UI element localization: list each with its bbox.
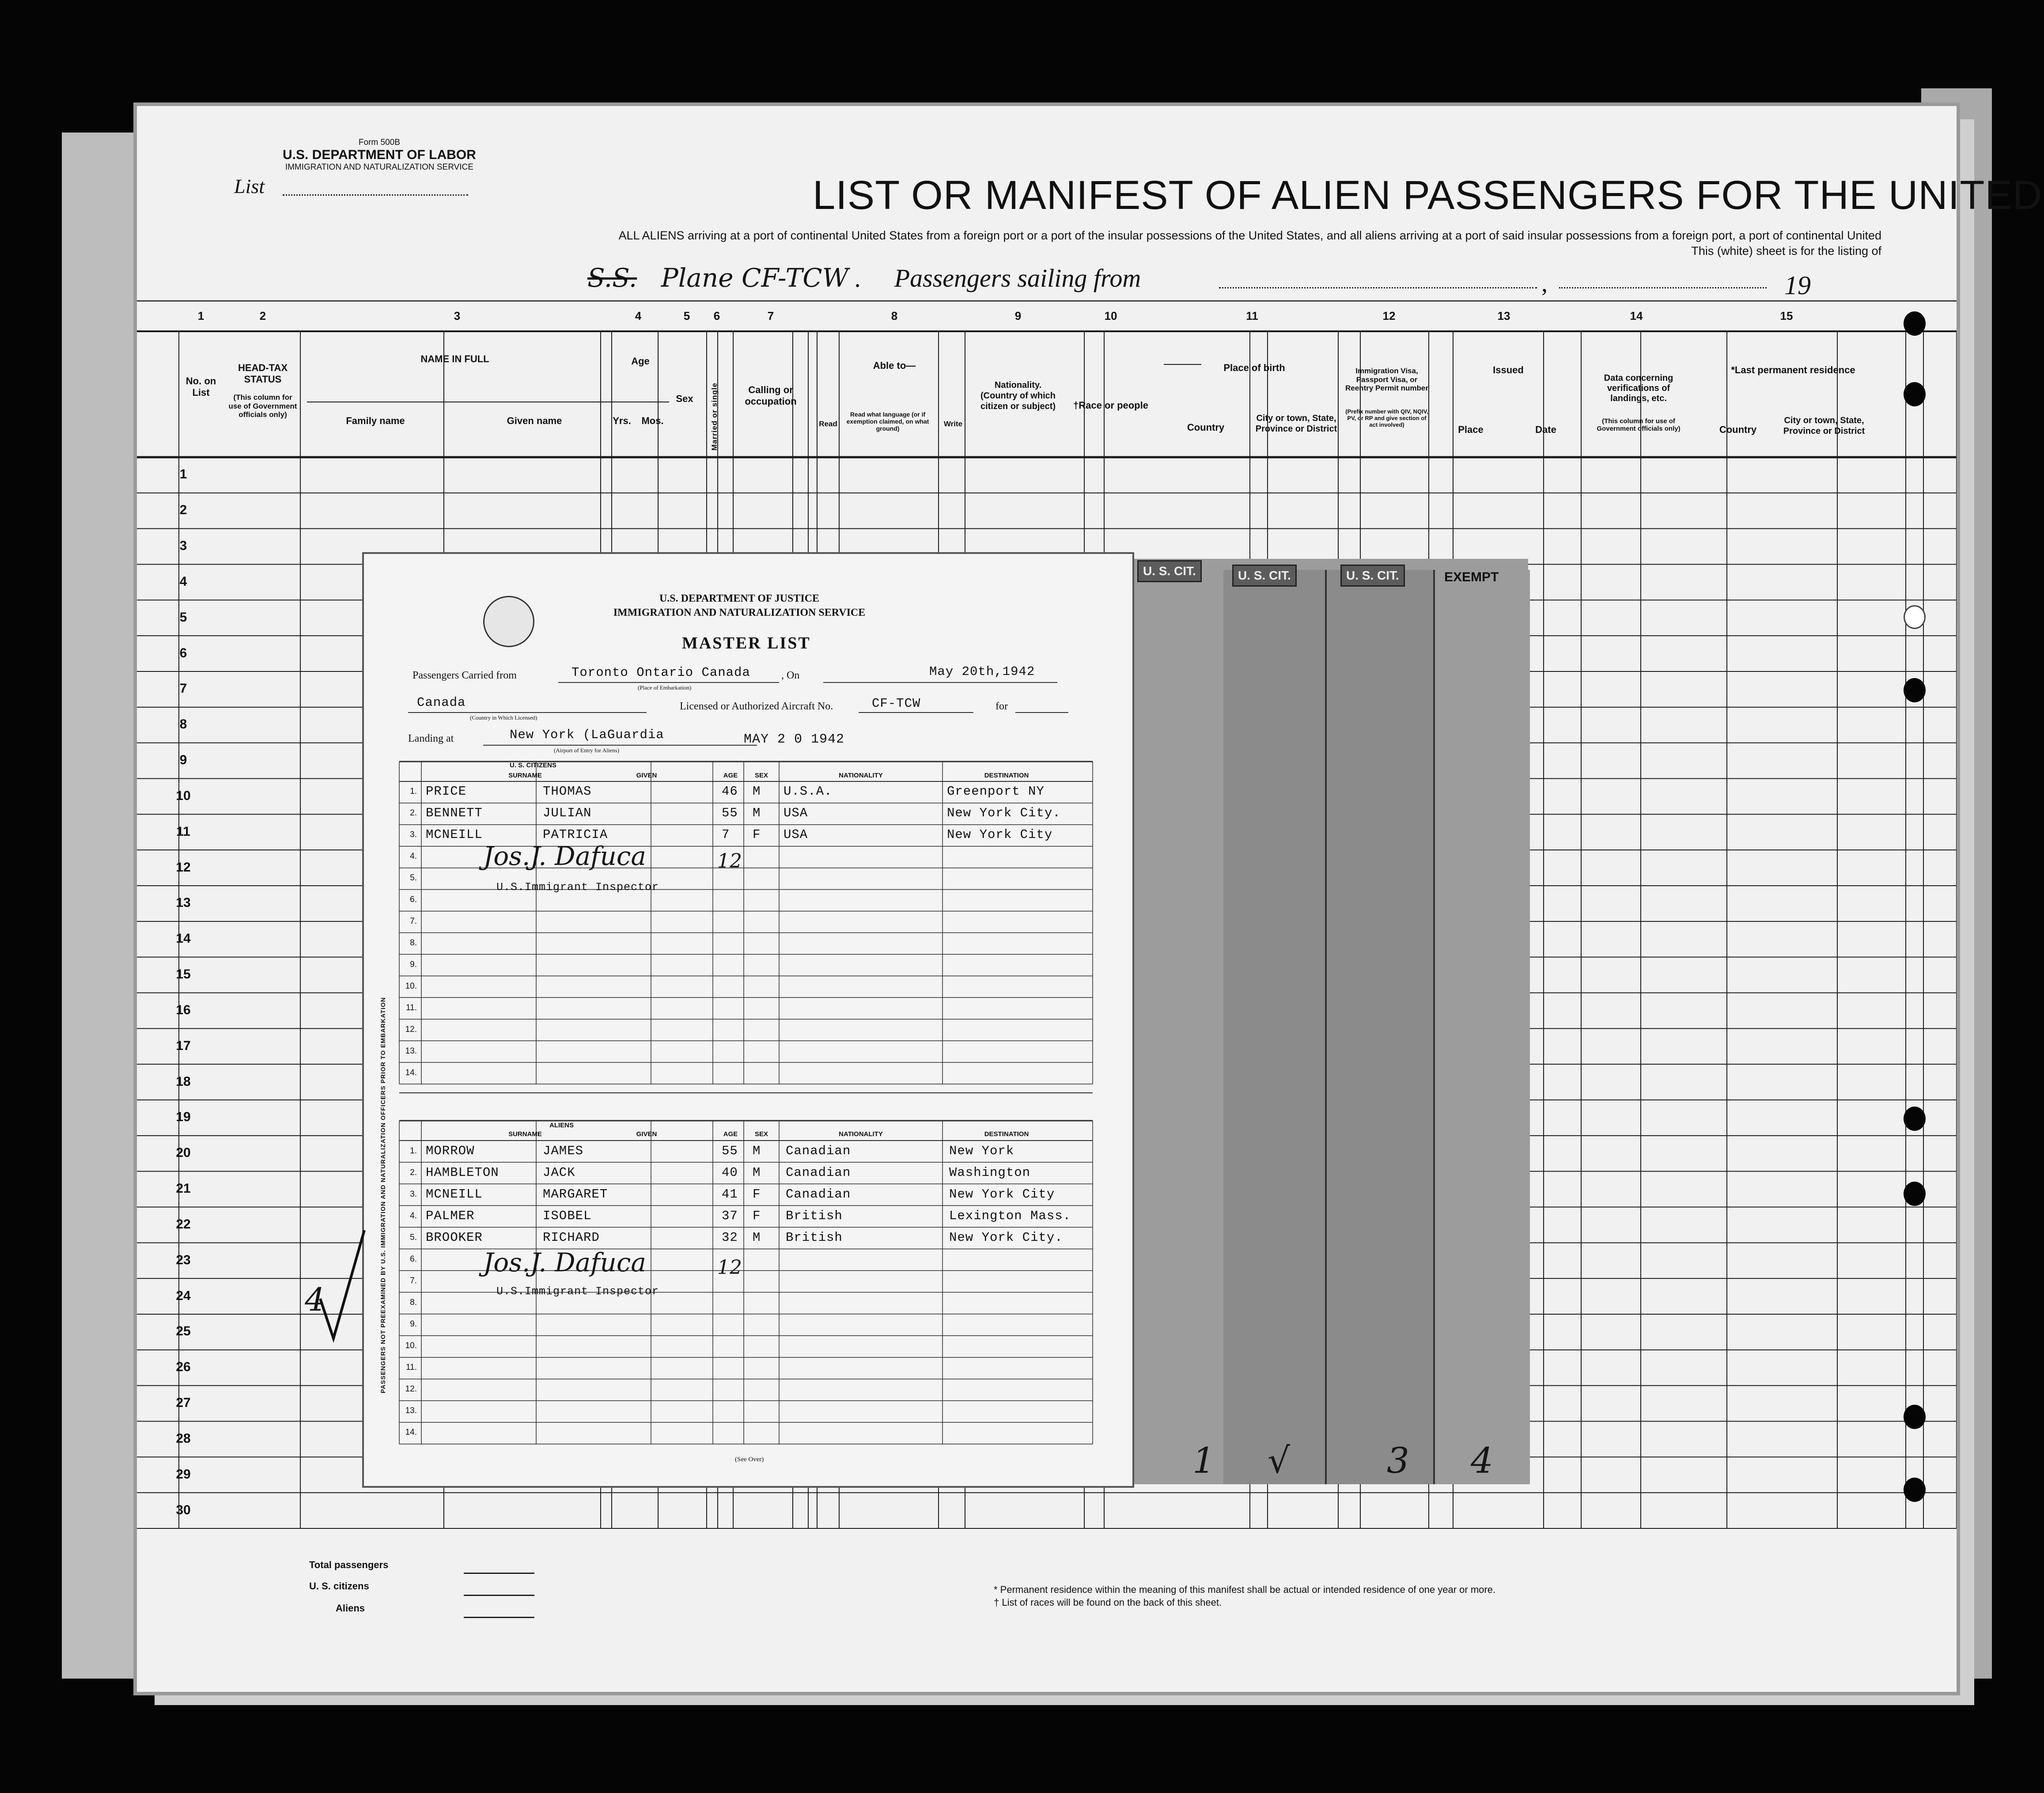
footer-aliens: Aliens xyxy=(336,1603,365,1614)
date-line xyxy=(1559,287,1767,288)
binder-hole-3 xyxy=(1904,605,1926,629)
hdr-data-concerning: Data concerning verifications of landings, etc. xyxy=(1604,373,1673,403)
ml-for-label: for xyxy=(996,701,1008,712)
ml-surname: MORROW xyxy=(426,1143,475,1158)
us-cit-tab-2: U. S. CIT. xyxy=(1232,565,1297,587)
ml-sex: M xyxy=(753,1165,761,1180)
row-number: 6 xyxy=(179,645,187,660)
exempt-tab: EXEMPT xyxy=(1444,570,1499,584)
ml-destination: Lexington Mass. xyxy=(949,1208,1071,1223)
col-num-13: 13 xyxy=(1497,309,1510,322)
row-number: 18 xyxy=(176,1074,191,1089)
hdr-name-in-full: NAME IN FULL xyxy=(420,353,489,364)
ml-line-number: 11. xyxy=(405,1363,417,1372)
footer-total-passengers: Total passengers xyxy=(309,1559,389,1570)
ml-surname: MCNEILL xyxy=(426,827,483,842)
ml-line-number: 11. xyxy=(405,1003,417,1012)
ml-inspector-2: U.S.Immigrant Inspector xyxy=(496,1285,659,1298)
col-num-2: 2 xyxy=(259,309,266,322)
master-list-card xyxy=(362,552,1134,1488)
list-line xyxy=(283,194,468,196)
hdr-nationality: Nationality. (Country of which citizen or subject) xyxy=(980,380,1056,411)
card-mark-4: 4 xyxy=(1471,1440,1493,1481)
sailing-from-label: Passengers sailing from xyxy=(894,264,1141,292)
ml-col-sex-1: SEX xyxy=(754,772,768,779)
hdr-family-name: Family name xyxy=(346,415,405,426)
subtitle xyxy=(442,228,1881,259)
ml-department: U.S. DEPARTMENT OF JUSTICE xyxy=(659,593,820,604)
ml-line-number: 6. xyxy=(410,1254,417,1264)
row-number: 5 xyxy=(179,610,187,625)
col-num-5: 5 xyxy=(683,309,690,322)
subtitle-line-1: ALL ALIENS arriving at a port of continental United States from a foreign port or a port of the insular possessions of the United States, and all aliens arriving at a port of said insular possessions from a foreign port, a port of continental United xyxy=(618,229,1881,242)
list-label: List xyxy=(234,175,265,197)
ml-line-number: 7. xyxy=(410,1276,417,1285)
row-number: 25 xyxy=(176,1324,191,1339)
year-prefix: 19 xyxy=(1784,271,1811,300)
hdr-visa-note: (Prefix number with QIV, NQIV, PV, or RP and give section of act involved) xyxy=(1345,408,1428,428)
hdr-data-note: (This column for use of Government officials only) xyxy=(1597,417,1681,433)
ml-destination: New York City xyxy=(947,827,1053,842)
ml-col-destination-2: DESTINATION xyxy=(984,1130,1029,1138)
hdr-issued: Issued xyxy=(1493,364,1524,375)
ml-col-given-2: GIVEN xyxy=(636,1130,657,1138)
ml-nationality: Canadian xyxy=(786,1186,851,1202)
footer-note-2: † List of races will be found on the back of this sheet. xyxy=(994,1596,1222,1608)
ml-landing-value: New York (LaGuardia xyxy=(510,728,664,742)
ml-inspector-signature-1: Jos.J. Dafuca xyxy=(483,841,646,871)
ml-carried-from-label: Passengers Carried from xyxy=(413,670,517,681)
binder-hole-1 xyxy=(1904,311,1926,336)
row-number: 28 xyxy=(176,1431,191,1446)
row-number: 16 xyxy=(176,1002,191,1017)
attached-card-4 xyxy=(1433,570,1530,1484)
col-num-1: 1 xyxy=(197,309,204,322)
hdr-read: Read xyxy=(819,420,837,428)
ml-line-number: 5. xyxy=(410,873,417,883)
attached-card-2 xyxy=(1223,570,1325,1484)
ml-inspector-1: U.S.Immigrant Inspector xyxy=(496,881,659,894)
ml-carried-from-value: Toronto Ontario Canada xyxy=(572,665,750,680)
ml-age: 7 xyxy=(722,827,730,842)
footer-notes xyxy=(994,1584,1612,1609)
ml-sex: F xyxy=(753,827,761,842)
row-number: 7 xyxy=(179,681,187,696)
hdr-race: †Race or people xyxy=(1073,400,1148,411)
ml-country-value: Canada xyxy=(417,695,466,710)
binder-hole-8 xyxy=(1904,1478,1926,1502)
ml-col-surname-1: SURNAME xyxy=(508,772,542,779)
ml-aircraft-label: Licensed or Authorized Aircraft No. xyxy=(680,701,833,712)
ml-age: 40 xyxy=(722,1165,738,1180)
hdr-mos: Mos. xyxy=(641,415,664,426)
page-title: LIST OR MANIFEST OF ALIEN PASSENGERS FOR THE UNITED xyxy=(813,173,2043,218)
hdr-country: Country xyxy=(1187,422,1225,433)
ml-given: RICHARD xyxy=(543,1230,600,1245)
form-number: Form 500B xyxy=(358,138,400,147)
row-number: 4 xyxy=(179,574,187,589)
col-num-4: 4 xyxy=(635,309,642,322)
ml-nationality: Canadian xyxy=(786,1165,851,1180)
ml-service: IMMIGRATION AND NATURALIZATION SERVICE xyxy=(613,607,866,619)
department-name: U.S. DEPARTMENT OF LABOR xyxy=(283,147,476,162)
col-num-10: 10 xyxy=(1104,309,1117,322)
row-number: 22 xyxy=(176,1217,191,1232)
form-header xyxy=(283,138,476,172)
row-number: 10 xyxy=(176,788,191,803)
ml-age: 55 xyxy=(722,806,738,821)
ml-line-number: 14. xyxy=(405,1428,417,1437)
ml-line-number: 12. xyxy=(405,1024,417,1034)
hdr-head-tax: HEAD-TAX STATUS xyxy=(238,362,288,385)
row-number: 21 xyxy=(176,1181,191,1196)
card-mark-3: 3 xyxy=(1387,1440,1409,1481)
sailing-from-line xyxy=(1219,287,1537,288)
ml-surname: PALMER xyxy=(426,1208,475,1223)
ml-given: THOMAS xyxy=(543,784,592,799)
col-num-9: 9 xyxy=(1014,309,1022,322)
row-number: 3 xyxy=(179,538,187,553)
ml-side-note: PASSENGERS NOT PREEXAMINED BY U.S. IMMIGRATION AND NATURALIZATION OFFICERS PRIOR TO EMBARKATION xyxy=(379,997,386,1393)
ml-nationality: Canadian xyxy=(786,1143,851,1158)
ml-line-number: 5. xyxy=(410,1232,417,1242)
service-name: IMMIGRATION AND NATURALIZATION SERVICE xyxy=(285,163,473,172)
ml-line-number: 4. xyxy=(410,852,417,861)
row-number: 20 xyxy=(176,1145,191,1160)
binder-hole-6 xyxy=(1904,1182,1926,1206)
attached-card-3 xyxy=(1325,570,1435,1484)
hdr-calling: Calling or occupation xyxy=(745,384,797,407)
ml-line-number: 2. xyxy=(410,808,417,818)
ml-embarkation-note: (Place of Embarkation) xyxy=(638,684,692,691)
ml-col-age-1: AGE xyxy=(723,772,738,779)
col-num-3: 3 xyxy=(454,309,461,322)
us-cit-tab-3: U. S. CIT. xyxy=(1340,565,1405,587)
ml-given: JACK xyxy=(543,1165,575,1180)
ml-surname: BENNETT xyxy=(426,806,483,821)
col-num-8: 8 xyxy=(891,309,898,322)
hdr-place: Place xyxy=(1458,424,1484,435)
ml-sex: M xyxy=(753,784,761,799)
ml-nationality: British xyxy=(786,1208,843,1223)
hdr-yrs: Yrs. xyxy=(613,415,631,426)
ml-country-note: (Country in Which Licensed) xyxy=(470,714,537,721)
ml-aircraft-value: CF-TCW xyxy=(872,696,921,711)
ship-line xyxy=(587,263,1141,293)
ml-see-over: (See Over) xyxy=(735,1456,764,1463)
subtitle-line-2: This (white) sheet is for the listing of xyxy=(1691,244,1881,258)
us-cit-tab-1: U. S. CIT. xyxy=(1137,560,1202,582)
ml-line-number: 3. xyxy=(410,830,417,840)
col-num-6: 6 xyxy=(713,309,720,322)
ml-date-value: May 20th,1942 xyxy=(929,664,1035,679)
ml-age: 46 xyxy=(722,784,738,799)
ml-age: 41 xyxy=(722,1186,738,1202)
ml-surname: MCNEILL xyxy=(426,1186,483,1202)
ml-on-label: , On xyxy=(781,670,800,681)
col-num-12: 12 xyxy=(1382,309,1396,322)
row-number: 14 xyxy=(176,931,191,946)
footer-citizens-line xyxy=(464,1595,534,1596)
ml-sex: F xyxy=(753,1186,761,1202)
ml-age: 55 xyxy=(722,1143,738,1158)
ml-col-nationality-1: NATIONALITY xyxy=(839,772,883,779)
ml-destination: New York City. xyxy=(949,1230,1063,1245)
comma: , xyxy=(1541,270,1548,297)
row-number: 29 xyxy=(176,1467,191,1482)
row-number: 19 xyxy=(176,1110,191,1125)
ml-col-age-2: AGE xyxy=(723,1130,738,1138)
binder-hole-2 xyxy=(1904,382,1926,406)
ml-col-surname-2: SURNAME xyxy=(508,1130,542,1138)
ml-aliens-header: ALIENS xyxy=(549,1122,574,1129)
hdr-city-town: City or town, State, Province or District xyxy=(1255,413,1337,434)
ml-line-number: 4. xyxy=(410,1211,417,1221)
row-number: 8 xyxy=(179,717,187,732)
ml-nationality: USA xyxy=(784,806,808,821)
footer-note-1: * Permanent residence within the meaning of this manifest shall be actual or intended residence of one year or more. xyxy=(994,1584,1496,1595)
ml-age: 32 xyxy=(722,1230,738,1245)
ml-line-number: 12. xyxy=(405,1384,417,1394)
col-num-11: 11 xyxy=(1246,309,1258,322)
ml-nationality: U.S.A. xyxy=(784,784,833,799)
row-number: 11 xyxy=(176,824,190,839)
ml-signature-time-2: 12 xyxy=(717,1256,742,1279)
ml-table-lines xyxy=(364,554,1132,1486)
row-number: 26 xyxy=(176,1360,191,1375)
ml-line-number: 13. xyxy=(405,1046,417,1056)
col-num-15: 15 xyxy=(1780,309,1793,322)
hdr-city-town-2: City or town, State, Province or District xyxy=(1783,416,1865,436)
row-number: 2 xyxy=(179,503,187,518)
ml-sex: M xyxy=(753,806,761,821)
ml-line-number: 10. xyxy=(405,1341,417,1351)
ml-age: 37 xyxy=(722,1208,738,1223)
ml-destination: Greenport NY xyxy=(947,784,1045,799)
ml-line-number: 8. xyxy=(410,938,417,948)
ml-nationality: USA xyxy=(784,827,808,842)
ml-destination: New York City xyxy=(949,1186,1055,1202)
ship-prefix: S.S. xyxy=(587,263,637,293)
hdr-no-on-list: No. on List xyxy=(185,375,216,398)
card-mark-1: 1 xyxy=(1192,1440,1215,1481)
ml-line-number: 1. xyxy=(410,787,417,796)
ml-given: PATRICIA xyxy=(543,827,608,842)
ml-citizens-header: U. S. CITIZENS xyxy=(510,762,556,769)
hdr-country-2: Country xyxy=(1719,424,1757,435)
ml-line-number: 2. xyxy=(410,1168,417,1177)
ml-line-number: 9. xyxy=(410,1319,417,1329)
row-number: 17 xyxy=(176,1038,191,1053)
ml-given: ISOBEL xyxy=(543,1208,592,1223)
hdr-head-tax-note: (This column for use of Government officials only) xyxy=(228,393,297,419)
ml-sex: M xyxy=(753,1230,761,1245)
row-number: 27 xyxy=(176,1395,191,1410)
ml-line-number: 13. xyxy=(405,1406,417,1416)
binder-hole-7 xyxy=(1904,1405,1926,1429)
row-number: 1 xyxy=(179,467,187,482)
hdr-given-name: Given name xyxy=(507,415,562,426)
ml-line-number: 6. xyxy=(410,895,417,905)
ml-landing-note: (Airport of Entry for Aliens) xyxy=(554,747,620,754)
ml-date-stamp: MAY 2 0 1942 xyxy=(744,732,845,747)
hdr-married: Married or single xyxy=(710,383,719,451)
footer-aliens-line xyxy=(464,1617,534,1618)
ml-signature-time-1: 12 xyxy=(717,850,742,872)
col-num-7: 7 xyxy=(767,309,774,322)
hdr-age: Age xyxy=(631,356,650,367)
hdr-place-of-birth: Place of birth xyxy=(1223,362,1285,373)
ml-col-destination-1: DESTINATION xyxy=(984,772,1029,779)
margin-check-mark xyxy=(316,1228,369,1343)
ml-given: JAMES xyxy=(543,1143,584,1158)
ml-sex: M xyxy=(753,1143,761,1158)
card-mark-2: √ xyxy=(1268,1440,1290,1481)
ml-nationality: British xyxy=(786,1230,843,1245)
col-num-14: 14 xyxy=(1630,309,1643,322)
hdr-sex: Sex xyxy=(676,393,693,404)
ml-inspector-signature-2: Jos.J. Dafuca xyxy=(483,1247,646,1277)
ml-line-number: 9. xyxy=(410,959,417,969)
row-number: 12 xyxy=(176,860,191,875)
ml-given: MARGARET xyxy=(543,1186,608,1202)
hdr-write: Write xyxy=(943,420,963,428)
ml-destination: New York xyxy=(949,1143,1014,1158)
binder-hole-4 xyxy=(1904,678,1926,702)
row-number: 9 xyxy=(179,753,187,768)
ml-landing-label: Landing at xyxy=(408,733,454,744)
ml-col-sex-2: SEX xyxy=(754,1130,768,1138)
row-number: 13 xyxy=(176,895,191,910)
hdr-read-language: Read what language (or if exemption claimed, on what ground) xyxy=(846,411,929,432)
ml-title: MASTER LIST xyxy=(682,634,811,652)
ml-surname: BROOKER xyxy=(426,1230,483,1245)
footer-total-line xyxy=(464,1573,534,1574)
ml-col-nationality-2: NATIONALITY xyxy=(839,1130,883,1138)
ml-line-number: 8. xyxy=(410,1298,417,1308)
ml-line-number: 1. xyxy=(410,1146,417,1156)
hdr-last-residence: *Last permanent residence xyxy=(1731,364,1855,375)
ml-line-number: 7. xyxy=(410,917,417,926)
hdr-able-to: Able to— xyxy=(873,360,916,371)
row-number: 15 xyxy=(176,967,191,982)
ml-line-number: 3. xyxy=(410,1189,417,1199)
hdr-date: Date xyxy=(1535,424,1556,435)
row-number: 24 xyxy=(176,1288,191,1303)
ml-line-number: 10. xyxy=(405,981,417,991)
binder-hole-5 xyxy=(1904,1107,1926,1131)
ml-line-number: 14. xyxy=(405,1068,417,1077)
row-number: 30 xyxy=(176,1502,191,1517)
row-number: 23 xyxy=(176,1252,191,1267)
ml-col-given-1: GIVEN xyxy=(636,772,657,779)
ship-name-handwritten: Plane CF-TCW xyxy=(661,263,849,293)
ml-given: JULIAN xyxy=(543,806,592,821)
ml-destination: New York City. xyxy=(947,806,1061,821)
footer-us-citizens: U. S. citizens xyxy=(309,1581,369,1592)
ml-surname: HAMBLETON xyxy=(426,1165,499,1180)
hdr-visa: Immigration Visa, Passport Visa, or Reentry Permit number xyxy=(1345,367,1428,393)
ml-destination: Washington xyxy=(949,1165,1031,1180)
margin-count-mark: 4 xyxy=(305,1281,325,1318)
ml-surname: PRICE xyxy=(426,784,467,799)
ship-period: . xyxy=(855,264,862,292)
ml-sex: F xyxy=(753,1208,761,1223)
